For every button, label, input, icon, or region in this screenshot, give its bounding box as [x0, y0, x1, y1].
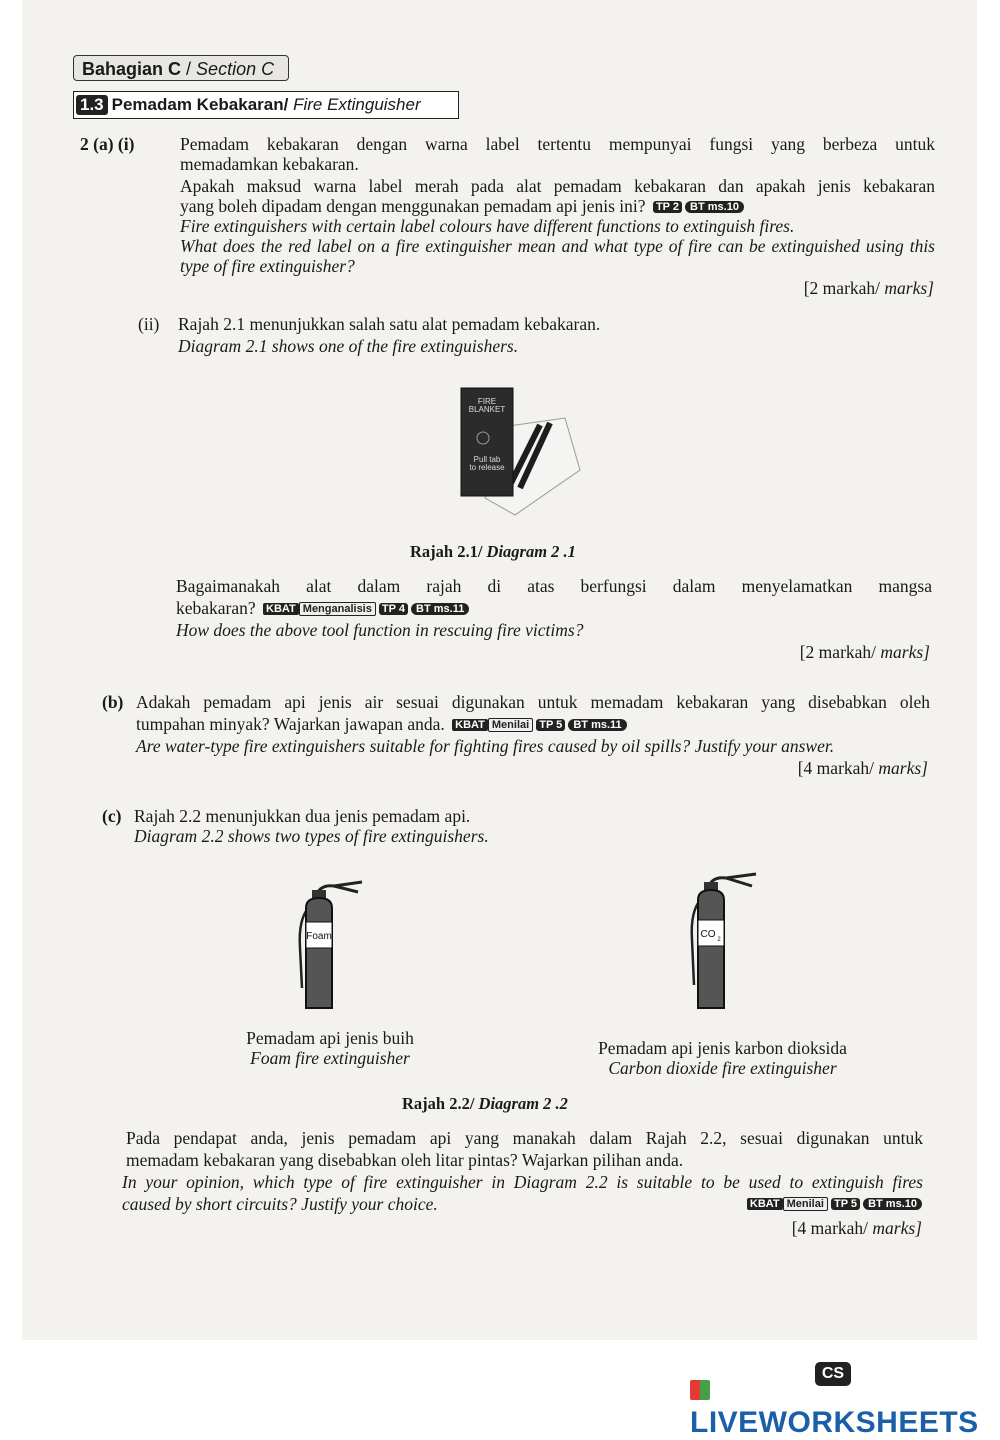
co2-caption-ms: Pemadam api jenis karbon dioksida	[598, 1038, 847, 1058]
tp-badge: TP 5	[536, 719, 565, 731]
topic-heading	[73, 91, 459, 119]
caption-ms: Rajah 2.2/	[402, 1094, 475, 1113]
pouch-text: BLANKET	[468, 405, 506, 414]
marks-ms: [2 markah/	[799, 642, 877, 662]
marks-ms: [4 markah/	[791, 1218, 869, 1238]
liveworksheets-icon	[690, 1380, 710, 1400]
q2a-i-ms-line3: Apakah maksud warna label merah pada alat pemadam kebakaran dan apakah jenis kebakaran	[180, 176, 935, 196]
pouch-text: Pull tab	[473, 455, 501, 464]
marks-en: marks]	[880, 278, 934, 298]
question-2a-i-label: 2 (a) (i)	[80, 134, 135, 154]
section-sep: /	[181, 59, 197, 79]
q2c-q-ms-line1: Pada pendapat anda, jenis pemadam api yang manakah dalam Rajah 2.2, sesuai digunakan untuk	[126, 1128, 923, 1148]
q2c-tags-wrap	[744, 1196, 922, 1214]
section-ms: Bahagian C	[82, 59, 182, 79]
marks-en: marks]	[868, 1218, 922, 1238]
extinguisher-body	[306, 898, 332, 1008]
level-badge: Menganalisis	[299, 602, 376, 616]
q2c-q-en-line1: In your opinion, which type of fire extinguisher in Diagram 2.2 is suitable to be used to extinguish fires	[122, 1172, 923, 1192]
q2a-i-en-line1: Fire extinguishers with certain label colours have different functions to extinguish fires.	[180, 216, 795, 236]
kbat-badge: KBAT	[263, 603, 299, 615]
foam-caption-ms: Pemadam api jenis buih	[246, 1028, 414, 1048]
q2a-i-ms-line4: yang boleh dipadam dengan menggunakan pemadam api jenis ini?	[180, 196, 646, 216]
bt-badge: BT ms.11	[411, 603, 469, 615]
topic-number: 1.3	[76, 95, 108, 115]
bt-badge: BT ms.10	[863, 1198, 922, 1210]
q2a-ii-label: (ii)	[138, 314, 160, 334]
q2a-ii-tags	[263, 602, 469, 616]
q2a-i-en-line3: type of fire extinguisher?	[180, 256, 355, 276]
q2a-ii-en: Diagram 2.1 shows one of the fire extinguishers.	[178, 336, 519, 356]
q2b-en: Are water-type fire extinguishers suitable for fighting fires caused by oil spills? Justify your answer.	[136, 736, 835, 756]
q2b-ms-line2-wrap	[136, 714, 627, 734]
fire-blanket-image	[455, 380, 585, 520]
q2a-i-tags	[653, 200, 744, 214]
topic-ms: Pemadam Kebakaran/	[111, 95, 289, 114]
foam-caption-en: Foam fire extinguisher	[250, 1048, 410, 1068]
marks-ms: [2 markah/	[803, 278, 881, 298]
caption-en: Diagram 2 .2	[474, 1094, 568, 1113]
level-badge: Menilai	[488, 718, 533, 732]
caption-en: Diagram 2 .1	[482, 542, 576, 561]
marks-ms: [4 markah/	[797, 758, 875, 778]
bt-badge: BT ms.11	[568, 719, 626, 731]
q2b-ms-line2: tumpahan minyak? Wajarkan jawapan anda.	[136, 714, 445, 734]
co2-label-text: CO	[700, 929, 716, 940]
foam-extinguisher-image	[292, 878, 372, 1018]
q2a-i-ms-line1: Pemadam kebakaran dengan warna label tertentu mempunyai fungsi yang berbeza untuk	[180, 134, 935, 154]
camscanner-badge: CS	[815, 1362, 851, 1386]
q2a-ii-q-en: How does the above tool function in rescuing fire victims?	[176, 620, 584, 640]
q2c-tags	[747, 1197, 922, 1211]
q2a-i-en-line2: What does the red label on a fire extinguisher mean and what type of fire can be extinguished using this	[180, 236, 935, 256]
extinguisher-body	[698, 890, 724, 1008]
q2a-ii-q-ms-line1: Bagaimanakah alat dalam rajah di atas berfungsi dalam menyelamatkan mangsa	[176, 576, 932, 596]
pouch-text: FIRE	[477, 397, 497, 406]
q2a-ii-marks	[800, 642, 930, 663]
q2c-q-ms-line2: memadam kebakaran yang disebabkan oleh litar pintas? Wajarkan pilihan anda.	[126, 1150, 684, 1170]
q2b-marks	[798, 758, 928, 779]
kbat-badge: KBAT	[452, 719, 488, 731]
q2b-label: (b)	[102, 692, 124, 712]
bt-badge: BT ms.10	[685, 201, 744, 213]
q2c-label: (c)	[102, 806, 122, 826]
q2c-q-en-line2: caused by short circuits? Justify your choice.	[122, 1194, 438, 1214]
liveworksheets-logo[interactable]	[690, 1372, 1000, 1440]
topic-en: Fire Extinguisher	[288, 95, 421, 114]
marks-en: marks]	[874, 758, 928, 778]
section-label	[73, 55, 289, 81]
level-badge: Menilai	[783, 1197, 828, 1211]
tp-badge: TP 4	[379, 603, 408, 615]
q2a-ii-ms: Rajah 2.1 menunjukkan salah satu alat pemadam kebakaran.	[178, 314, 601, 334]
tp-badge: TP 2	[653, 201, 682, 213]
co2-extinguisher-image	[684, 870, 764, 1020]
q2a-i-ms-line2: memadamkan kebakaran.	[180, 154, 359, 174]
q2c-marks	[792, 1218, 922, 1239]
tp-badge: TP 5	[831, 1198, 860, 1210]
q2b-tags	[452, 718, 627, 732]
q2a-i-marks	[804, 278, 934, 299]
q2a-i-ms-line4-wrap	[180, 196, 744, 216]
q2b-ms-line1: Adakah pemadam api jenis air sesuai digunakan untuk memadam kebakaran yang disebabkan oleh	[136, 692, 930, 712]
section-en: Section C	[196, 59, 275, 79]
q2c-ms: Rajah 2.2 menunjukkan dua jenis pemadam api.	[134, 806, 471, 826]
brand-text: LIVEWORKSHEETS	[690, 1406, 979, 1439]
pouch-text: to release	[469, 463, 505, 472]
q2c-en: Diagram 2.2 shows two types of fire extinguishers.	[134, 826, 489, 846]
co2-label-subscript: 2	[717, 937, 721, 943]
marks-en: marks]	[876, 642, 930, 662]
kbat-badge: KBAT	[747, 1198, 783, 1210]
q2a-ii-q-ms-line2-wrap	[176, 598, 469, 618]
diagram-2-2-caption	[402, 1094, 568, 1114]
caption-ms: Rajah 2.1/	[410, 542, 483, 561]
q2a-ii-q-ms-line2: kebakaran?	[176, 598, 256, 618]
diagram-2-1-caption	[410, 542, 576, 562]
co2-caption-en: Carbon dioxide fire extinguisher	[608, 1058, 837, 1078]
foam-label-text: Foam	[306, 931, 332, 942]
